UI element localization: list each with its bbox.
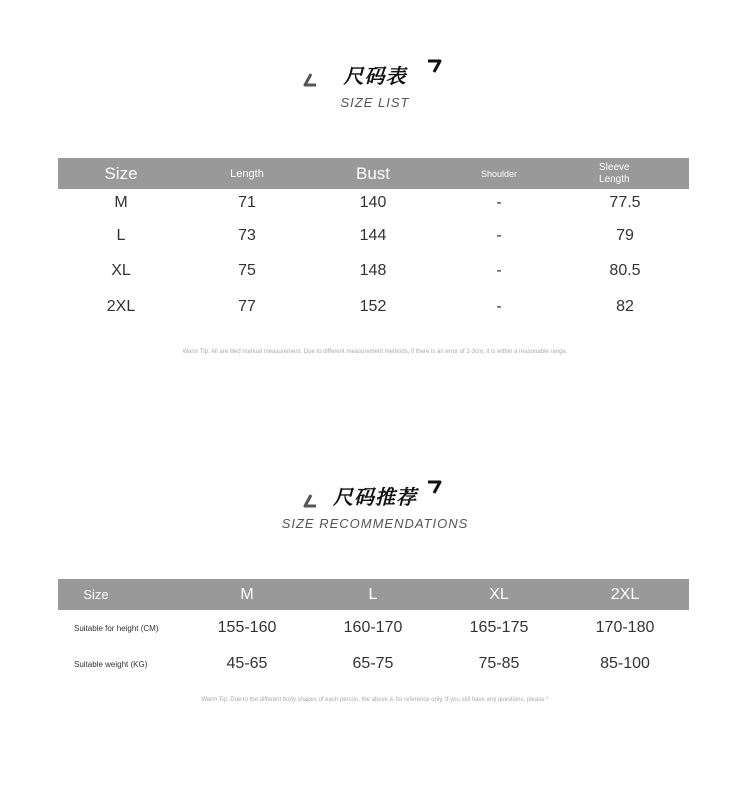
cell: XL [111,262,131,279]
cell: 77 [238,298,256,315]
cell: 71 [238,193,256,211]
cell: - [496,298,502,315]
size-list-tip: Warm Tip: All are tiled manual measurement. Due to different measurement methods, if there is an error of 1-3cm, it is within a reasonable range. [182,349,568,355]
row-label-height: Suitable for height (CM) [74,623,159,633]
size-rec-header-row [58,579,689,610]
cell: 77.5 [609,193,641,211]
cell: 140 [359,193,387,211]
size-rec-table [58,579,689,682]
size-rec-heading [0,481,750,531]
size-rec-title-cn: 尺码推荐 [333,485,417,509]
header-m: M [240,585,254,603]
cell: 144 [359,227,387,244]
header-shoulder: Shoulder [480,168,518,179]
header-2xl: 2XL [610,585,640,603]
cell: - [496,193,502,211]
cell: 170-180 [595,619,655,636]
cell: 75-85 [478,655,520,672]
cell: 152 [359,298,387,315]
cell: 73 [238,227,256,244]
cell: 65-75 [352,655,394,672]
row-label-weight: Suitable weight (KG) [74,659,148,669]
cell: - [496,262,502,279]
size-rec-title-en: SIZE RECOMMENDATIONS [281,516,469,531]
table-row [58,289,689,325]
header-size: Size [83,587,109,602]
cell: 82 [616,298,634,315]
header-length: Length [230,167,264,180]
cell: - [496,227,502,244]
header-bust: Bust [355,163,391,183]
size-list-header-row [58,158,689,189]
cell: 148 [359,262,387,279]
header-l: L [368,585,378,603]
size-list-title-cn: 尺码表 [343,64,407,88]
cell: L [116,227,126,244]
cell: 85-100 [600,655,650,672]
size-rec-tip: Warm Tip: Due to the different body shapes of each person, the above is for reference only. If you still have any questions, please * [201,697,549,703]
cell: 79 [616,227,634,244]
size-list-table [58,158,689,328]
header-xl: XL [489,585,509,603]
header-sleeve-length: Sleeve Length [599,161,630,185]
table-row [58,186,689,219]
cell: 75 [238,262,256,279]
cell: 2XL [106,298,136,315]
table-row [58,610,689,646]
cell: 45-65 [226,655,268,672]
table-row [58,646,689,682]
cell: 80.5 [609,262,641,279]
cell: 160-170 [343,619,403,636]
table-row [58,219,689,253]
cell: 155-160 [217,619,277,636]
table-row [58,253,689,289]
size-list-heading [0,60,750,110]
cell: M [114,193,128,211]
cell: 165-175 [469,619,529,636]
header-size: Size [104,163,138,183]
size-list-title-en: SIZE LIST [340,95,410,110]
